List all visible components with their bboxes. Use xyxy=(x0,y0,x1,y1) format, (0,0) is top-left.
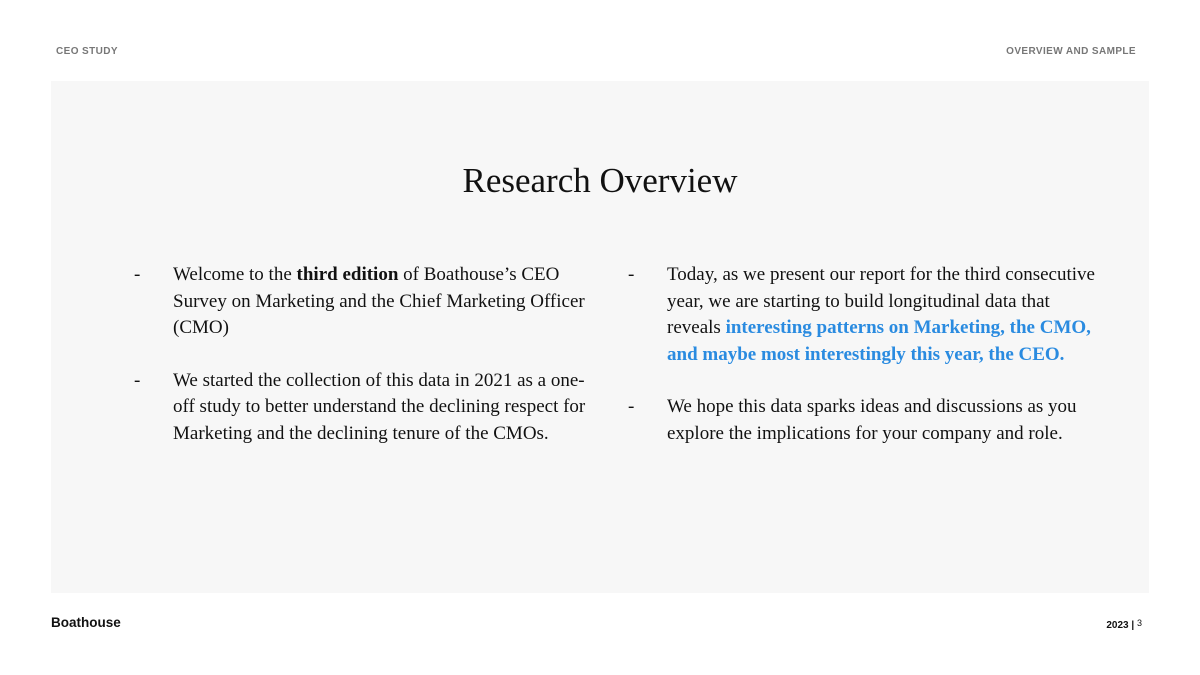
bullet-text: We hope this data sparks ideas and discussions as you explore the implications for your company and role. xyxy=(667,396,1077,444)
page-title: Research Overview xyxy=(462,161,738,200)
bullet-text-post: of Boathouse’s CEO Survey on Marketing and the Chief Marketing Officer (CMO) xyxy=(173,264,585,338)
page-number: 3 xyxy=(1136,618,1142,628)
right-column xyxy=(626,262,1096,473)
list-item xyxy=(132,262,602,342)
highlighted-text: interesting patterns on Marketing, the CMO, and maybe most interestingly this year, the CEO. xyxy=(667,317,1091,365)
bullet-dash: - xyxy=(134,369,141,391)
bullet-dash: - xyxy=(628,264,635,285)
bullet-dash: - xyxy=(628,396,635,417)
bullet-text-bold: third edition xyxy=(296,264,399,285)
list-item xyxy=(626,394,1096,447)
bullet-text-pre: Welcome to the xyxy=(173,264,297,285)
brand-logo: Boathouse xyxy=(51,615,121,630)
left-column xyxy=(132,262,602,473)
bullet-text xyxy=(173,262,602,342)
bullet-dash: - xyxy=(134,264,141,285)
footer-separator: | xyxy=(1131,620,1135,631)
section-label: CEO STUDY xyxy=(56,46,118,57)
list-item xyxy=(132,368,602,448)
page-footer xyxy=(1106,618,1142,631)
chapter-label: OVERVIEW AND SAMPLE xyxy=(1006,46,1136,57)
bullet-text xyxy=(667,262,1096,368)
footer-year: 2023 xyxy=(1106,620,1129,631)
bullet-text-pre: Today, as we present our report for the third consecutive year, we are starting to build longitudinal data that reveals xyxy=(667,264,1095,338)
list-item xyxy=(626,262,1096,368)
bullet-text: We started the collection of this data in 2021 as a one-off study to better understand the declining respect for Marketing and the declining tenure of the CMOs. xyxy=(173,369,586,444)
